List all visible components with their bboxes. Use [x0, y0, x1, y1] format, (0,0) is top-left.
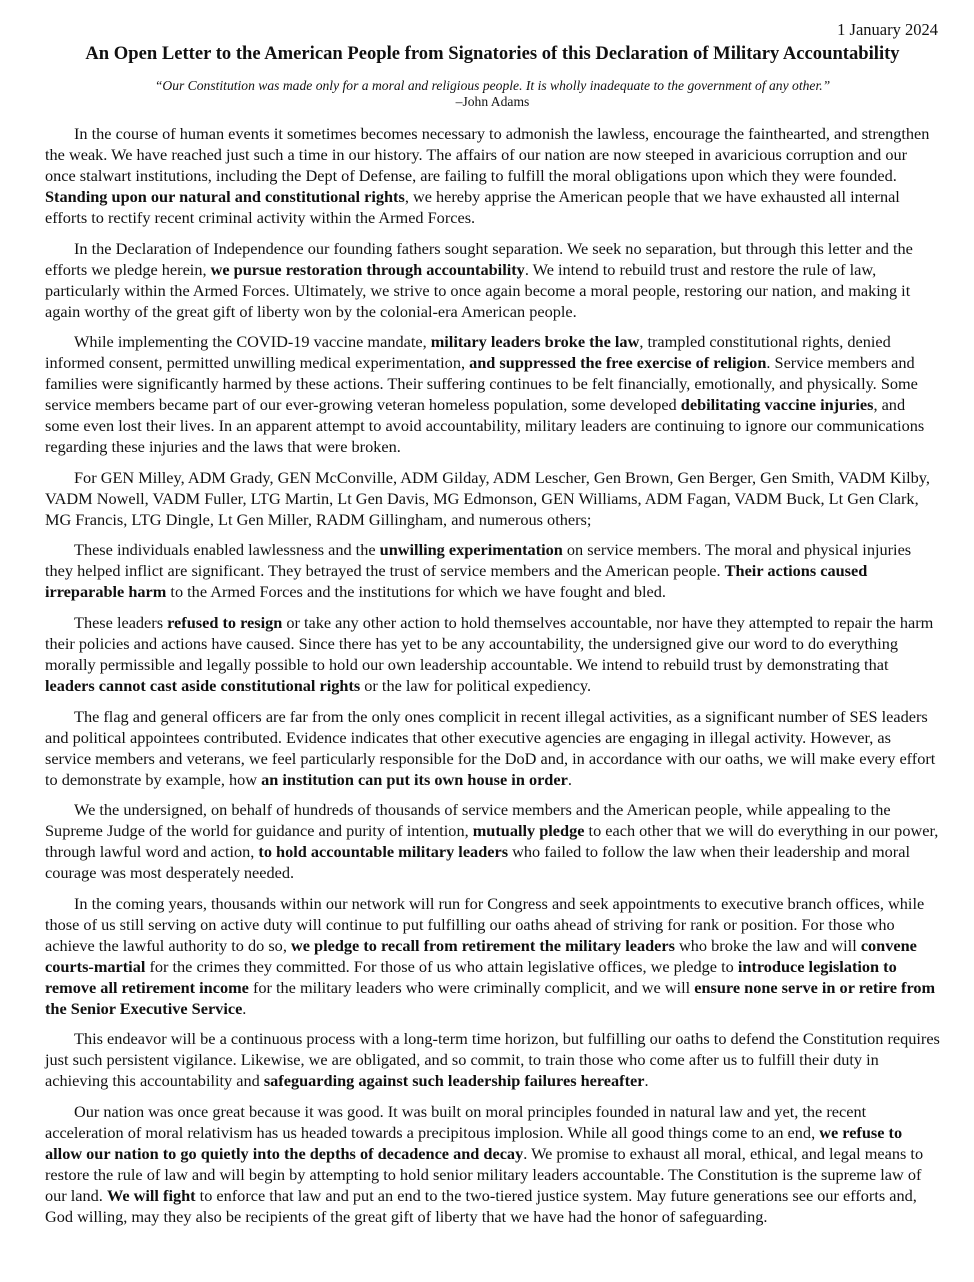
emphasized-text: introduce legislation to remove all retirement income — [45, 956, 897, 997]
body-paragraph — [45, 331, 940, 457]
emphasized-text: to hold accountable military leaders — [258, 842, 509, 862]
paragraph-text: . Service members and families were significantly harmed by these actions. Their suffering continues to be felt financially, emotionally, and physically. Some service members became part of our ever-growing veteran homeless population, some developed — [45, 353, 918, 415]
paragraph-text: This endeavor will be a continuous process with a long-term time horizon, but fulfilling our oaths to defend the Constitution requires just such persistent vigilance. Likewise, we are obligated, and so commit, to train those who come after us to fulfill their duty in achieving this accountability and — [45, 1029, 940, 1091]
letter-date: 1 January 2024 — [837, 20, 938, 39]
emphasized-text: ensure none serve in or retire from the Senior Executive Service — [45, 977, 936, 1018]
paragraph-text: . — [242, 998, 247, 1018]
paragraph-text: The flag and general officers are far from the only ones complicit in recent illegal activities, as a significant number of SES leaders and political appointees contributed. Evidence indicates that other executive agencies are engaging in illegal activity. However, as service members and veterans, we feel particularly responsible for the DoD and, in accordance with our oaths, we will make every effort to demonstrate by example, how — [45, 706, 936, 789]
paragraph-text: . — [567, 769, 572, 789]
body-paragraph — [45, 706, 940, 790]
emphasized-text: safeguarding against such leadership failures hereafter — [263, 1071, 645, 1091]
paragraph-text: For GEN Milley, ADM Grady, GEN McConville, ADM Gilday, ADM Lescher, Gen Brown, Gen Berger, Gen Smith, VADM Kilby, VADM Nowell, VADM Fuller, LTG Martin, Lt Gen Davis, MG Edmonson, GEN Williams, ADM Fagan, VADM Buck, Lt Gen Clark, MG Francis, LTG Dingle, Lt Gen Miller, RADM Gillingham, and numerous others; — [45, 467, 930, 529]
emphasized-text: mutually pledge — [472, 821, 585, 841]
paragraph-text: to each other that we will do everything in our power, through lawful word and action, — [45, 821, 939, 862]
body-paragraph — [45, 539, 940, 602]
epigraph-quote: “Our Constitution was made only for a moral and religious people. It is wholly inadequate to the government of any other.” — [154, 78, 831, 93]
paragraph-text: We the undersigned, on behalf of hundreds of thousands of service members and the American people, while appealing to the Supreme Judge of the world for guidance and purity of intention, — [45, 800, 891, 841]
body-paragraph — [45, 612, 940, 696]
paragraph-text: who broke the law and will — [674, 935, 861, 955]
body-paragraph — [45, 799, 940, 883]
body-paragraph — [45, 123, 940, 228]
emphasized-text: we refuse to allow our nation to go quietly into the depths of decadence and decay — [45, 1122, 903, 1163]
emphasized-text: an institution can put its own house in order — [261, 769, 568, 789]
paragraph-text: These individuals enabled lawlessness and the — [74, 540, 380, 560]
paragraph-text: , trampled constitutional rights, denied informed consent, permitted unwilling medical experimentation, — [45, 332, 891, 373]
emphasized-text: leaders cannot cast aside constitutional rights — [45, 675, 361, 695]
paragraph-text: for the crimes they committed. For those of us who attain legislative offices, we pledge to — [145, 956, 738, 976]
paragraph-text: , and some even lost their lives. In an apparent attempt to avoid accountability, military leaders are continuing to ignore our communications regarding these injuries and the laws that were broken. — [45, 395, 925, 457]
epigraph-attribution: –John Adams — [455, 94, 530, 109]
paragraph-text: to enforce that law and put an end to the two-tiered justice system. May future generations see our efforts and, God willing, may they also be recipients of the great gift of liberty that we have had the honor of safeguarding. — [45, 1185, 917, 1226]
emphasized-text: military leaders broke the law — [430, 332, 640, 352]
paragraph-text: These leaders — [74, 612, 168, 632]
paragraph-text: or take any other action to hold themselves accountable, nor have they attempted to repair the harm their policies and actions have caused. Since there has yet to be any accountability, the undersigned give our word to do everything morally permissible and legally possible to hold our own leadership accountable. We intend to rebuild trust by demonstrating that — [45, 612, 934, 674]
emphasized-text: we pursue restoration through accountability — [210, 259, 525, 279]
emphasized-text: unwilling experimentation — [379, 540, 563, 560]
body-paragraph — [45, 893, 940, 1019]
paragraph-text: for the military leaders who were criminally complicit, and we will — [248, 977, 695, 997]
letter-title: An Open Letter to the American People from Signatories of this Declaration of Military Accountability — [85, 43, 900, 64]
paragraph-text: Our nation was once great because it was good. It was built on moral principles founded in natural law and yet, the recent acceleration of moral relativism has us headed towards a precipitous implosion. While all good things come to an end, — [45, 1101, 867, 1142]
body-paragraph — [45, 1101, 940, 1227]
paragraph-text: on service members. The moral and physical injuries they helped inflict are significant. They betrayed the trust of service members and the American people. — [45, 540, 912, 581]
paragraph-text: In the Declaration of Independence our founding fathers sought separation. We seek no separation, but through this letter and the efforts we pledge herein, — [45, 238, 913, 279]
paragraph-text: . — [644, 1071, 649, 1091]
paragraph-text: or the law for political expediency. — [360, 675, 592, 695]
body-paragraph — [45, 467, 940, 530]
emphasized-text: convene courts-martial — [45, 935, 917, 976]
body-paragraph — [45, 1028, 940, 1091]
emphasized-text: Standing upon our natural and constitutional rights — [45, 187, 405, 206]
paragraph-text: While implementing the COVID-19 vaccine mandate, — [74, 332, 431, 352]
paragraph-text: , we hereby apprise the American people that we have exhausted all internal efforts to rectify recent criminal activity within the Armed Forces. — [45, 187, 900, 227]
paragraph-text: In the coming years, thousands within our network will run for Congress and seek appointments to executive branch offices, while those of us still serving on active duty will continue to put fulfilling our oaths ahead of striving for rank or position. For those who achieve the lawful authority to do so, — [45, 893, 925, 955]
paragraph-text: . We promise to exhaust all moral, ethical, and legal means to restore the rule of law and will begin by attempting to hold senior military leaders accountable. The Constitution is the supreme law of our land. — [45, 1143, 924, 1205]
body-paragraph — [45, 238, 940, 322]
paragraph-text: who failed to follow the law when their leadership and moral courage was most desperately needed. — [45, 842, 910, 883]
emphasized-text: refused to resign — [167, 612, 283, 632]
emphasized-text: We will fight — [106, 1185, 196, 1205]
emphasized-text: debilitating vaccine injuries — [680, 395, 874, 415]
paragraph-text: In the course of human events it sometimes becomes necessary to admonish the lawless, encourage the fainthearted, and strengthen the weak. We have reached just such a time in our history. The affairs of our nation are now steeped in avaricious corruption and our once stalwart institutions, including the Dept of Defense, are failing to fulfill the moral obligations upon which they were founded. — [45, 124, 930, 185]
paragraph-text: to the Armed Forces and the institutions for which we have fought and bled. — [166, 582, 666, 602]
emphasized-text: and suppressed the free exercise of religion — [469, 353, 767, 373]
emphasized-text: we pledge to recall from retirement the military leaders — [290, 935, 675, 955]
emphasized-text: Their actions caused irreparable harm — [45, 561, 868, 602]
paragraph-text: . We intend to rebuild trust and restore the rule of law, particularly within the Armed Forces. Ultimately, we strive to once again become a moral people, restoring our nation, and making it again worthy of the great gift of liberty won by the colonial-era American people. — [45, 259, 911, 321]
letter-body — [45, 123, 940, 1227]
